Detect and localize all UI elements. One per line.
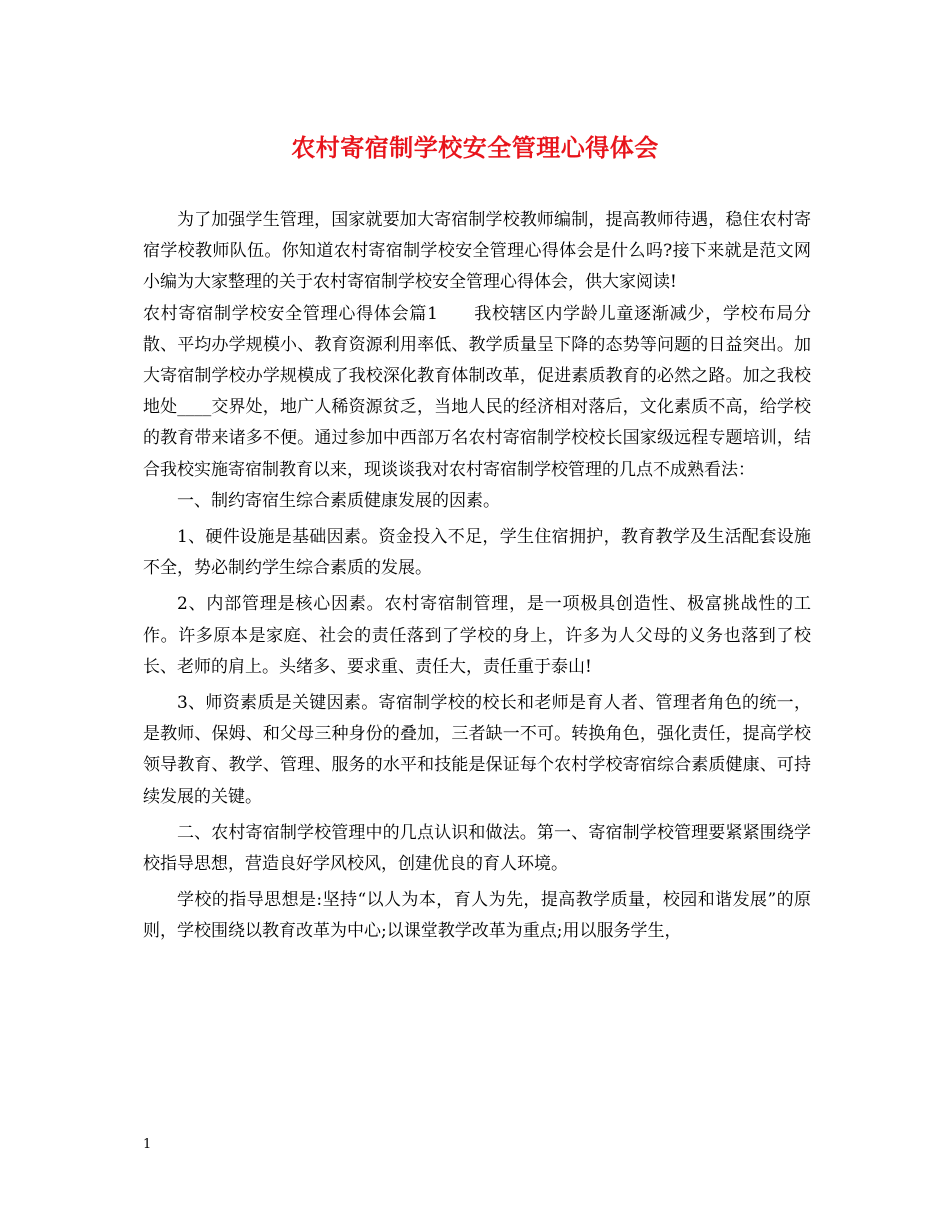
paragraph-section-1: 农村寄宿制学校安全管理心得体会篇1 我校辖区内学龄儿童逐渐减少，学校布局分散、平均办学规模小、教育资源利用率低、教学质量呈下降的态势等问题的日益突出。加大寄宿制学校办学规模成了我校深化教育体制改革，促进素质教育的必然之路。加之我校地处____交界处，地广人稀资源贫乏，当地人民的经济相对落后，文化素质不高，给学校的教育带来诸多不便。通过参加中西部万名农村寄宿制学校校长国家级远程专题培训，结合我校实施寄宿制教育以来，现谈谈我对农村寄宿制学校管理的几点不成熟看法： xyxy=(143,303,811,480)
paragraph-heading-factors: 一、制约寄宿生综合素质健康发展的因素。 xyxy=(177,490,500,511)
paragraph-factor-2: 2、内部管理是核心因素。农村寄宿制管理，是一项极具创造性、极富挑战性的工作。许多原本是家庭、社会的责任落到了学校的身上，许多为人父母的义务也落到了校长、老师的肩上。头绪多、要求重、责任大，责任重于泰山! xyxy=(143,594,811,677)
paragraph-intro: 为了加强学生管理，国家就要加大寄宿制学校教师编制，提高教师待遇，稳住农村寄宿学校教师队伍。你知道农村寄宿制学校安全管理心得体会是什么吗?接下来就是范文网小编为大家整理的关于农村寄宿制学校安全管理心得体会，供大家阅读! xyxy=(143,210,811,293)
paragraph-factor-3: 3、师资素质是关键因素。寄宿制学校的校长和老师是育人者、管理者角色的统一，是教师、保姆、和父母三种身份的叠加，三者缺一不可。转换角色，强化责任，提高学校领导教育、教学、管理、服务的水平和技能是保证每个农村学校寄宿综合素质健康、可持续发展的关键。 xyxy=(143,693,811,807)
page-number: 1 xyxy=(143,1137,152,1152)
paragraph-factor-1: 1、硬件设施是基础因素。资金投入不足，学生住宿拥护，教育教学及生活配套设施不全，势必制约学生综合素质的发展。 xyxy=(143,527,811,579)
document-body xyxy=(143,205,811,948)
paragraph-heading-practices: 二、农村寄宿制学校管理中的几点认识和做法。第一、寄宿制学校管理要紧紧围绕学校指导思想，营造良好学风校风，创建优良的育人环境。 xyxy=(143,822,811,875)
document-title: 农村寄宿制学校安全管理心得体会 xyxy=(291,133,659,162)
paragraph-guiding-ideology: 学校的指导思想是:坚持“以人为本，育人为先，提高教学质量，校园和谐发展”的原则，学校围绕以教育改革为中心;以课堂教学改革为重点;用以服务学生， xyxy=(143,890,811,942)
